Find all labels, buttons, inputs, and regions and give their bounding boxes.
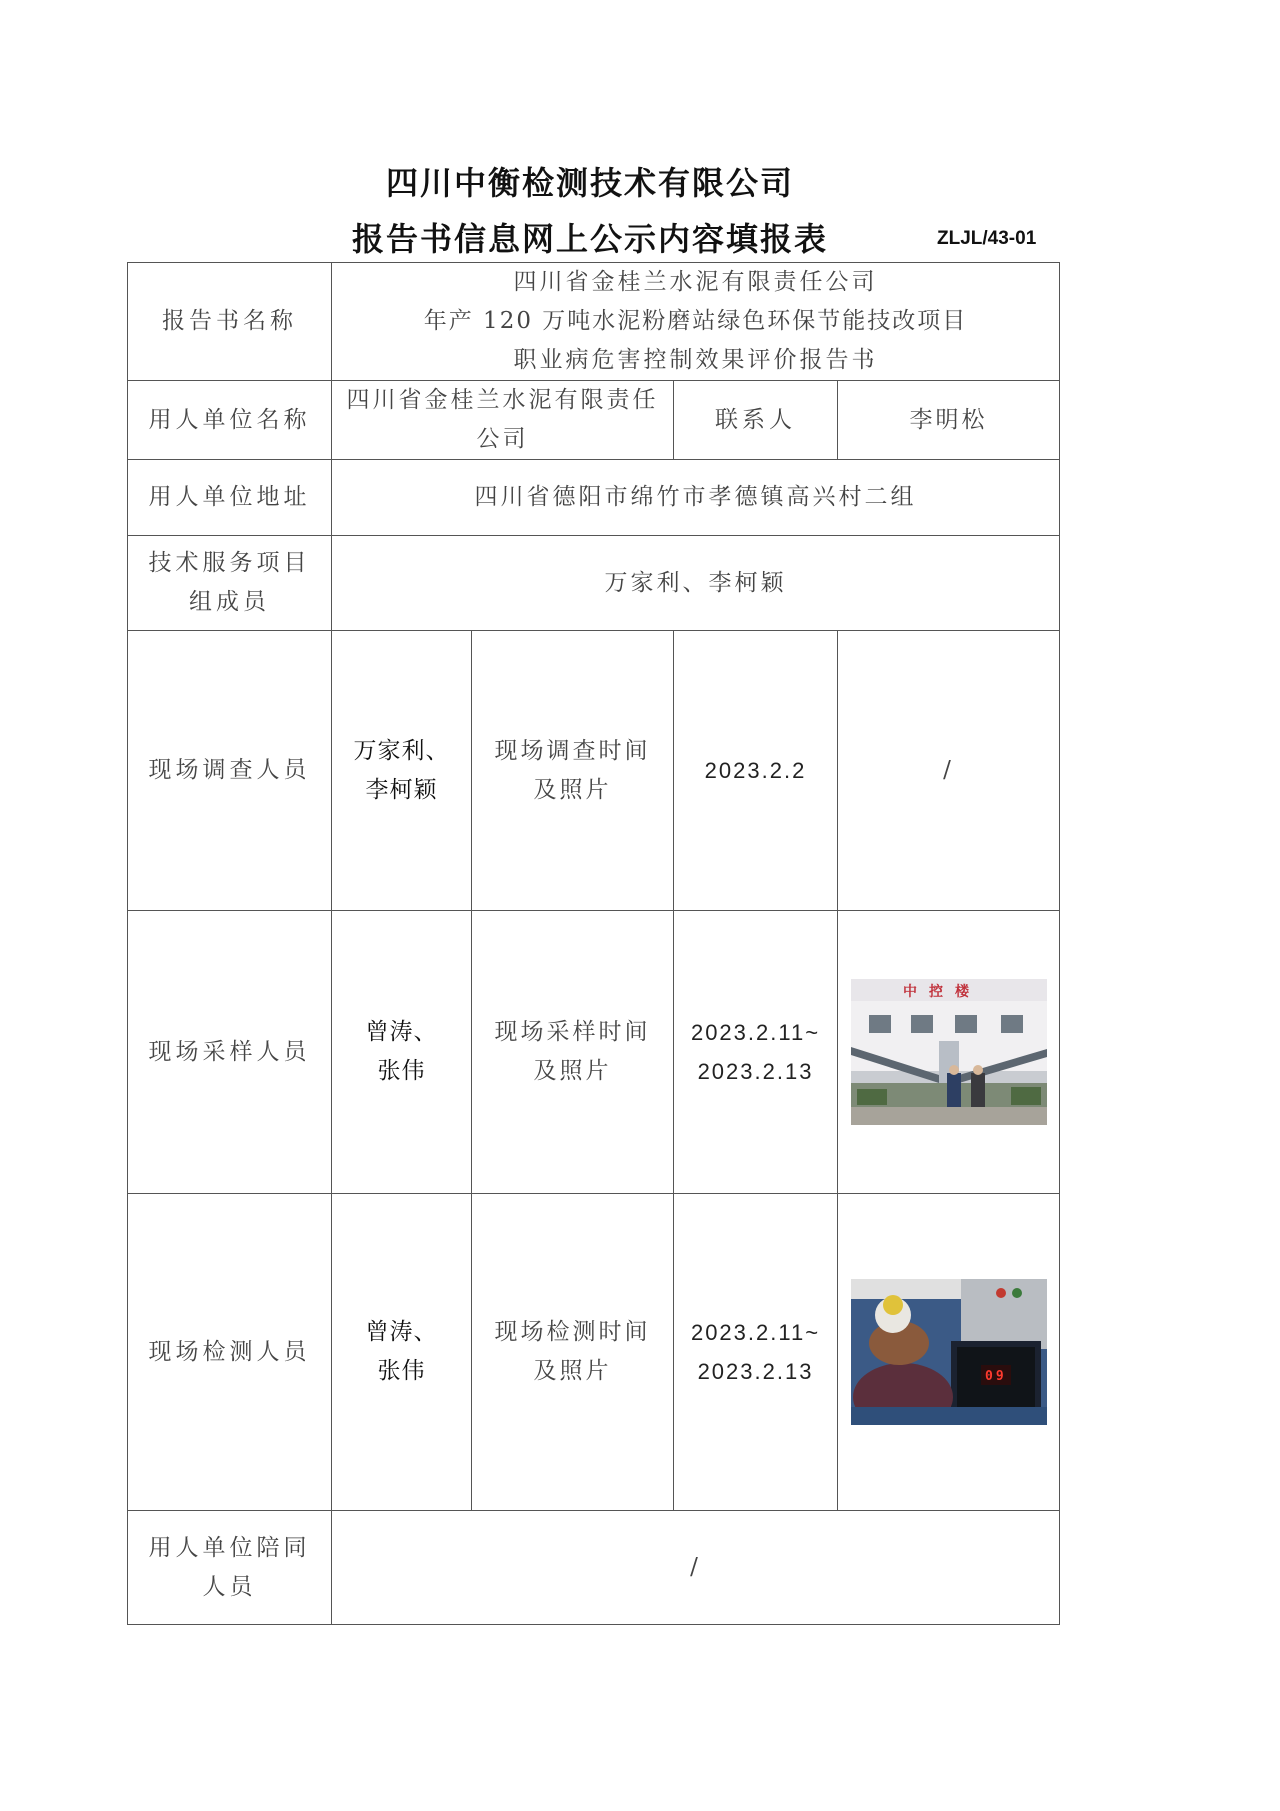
sampling-date-from: 2023.2.11~ xyxy=(690,1020,821,1045)
report-name-line1: 四川省金桂兰水泥有限责任公司 xyxy=(513,269,878,295)
row-escort xyxy=(128,1511,1060,1625)
sampling-date xyxy=(674,911,838,1194)
testing-time-label: 现场检测时间及照片 xyxy=(472,1194,674,1511)
contact-label: 联系人 xyxy=(674,381,838,460)
team-value: 万家利、李柯颖 xyxy=(332,536,1060,631)
survey-people: 万家利、李柯颖 xyxy=(332,631,472,911)
survey-label: 现场调查人员 xyxy=(128,631,332,911)
testing-date-from: 2023.2.11~ xyxy=(690,1320,821,1345)
document-title: 四川中衡检测技术有限公司 xyxy=(385,164,794,202)
document-subtitle: 报告书信息网上公示内容填报表 xyxy=(351,220,828,258)
escort-value: / xyxy=(332,1511,1060,1625)
testing-site-photo xyxy=(851,1279,1047,1425)
report-name-line3: 职业病危害控制效果评价报告书 xyxy=(513,347,878,373)
disclosure-table xyxy=(127,262,1060,1625)
sampling-site-photo xyxy=(851,979,1047,1125)
report-name-label: 报告书名称 xyxy=(128,263,332,381)
report-name-line2: 年产 120 万吨水泥粉磨站绿色环保节能技改项目 xyxy=(423,308,968,334)
testing-date xyxy=(674,1194,838,1511)
sampling-time-label: 现场采样时间及照片 xyxy=(472,911,674,1194)
sampling-label: 现场采样人员 xyxy=(128,911,332,1194)
display-readout: 09 xyxy=(984,1369,1007,1384)
sampling-date-to: 2023.2.13 xyxy=(697,1059,814,1084)
testing-photo-cell xyxy=(838,1194,1060,1511)
employer-label: 用人单位名称 xyxy=(128,381,332,460)
employer-value: 四川省金桂兰水泥有限责任公司 xyxy=(332,381,674,460)
row-testing xyxy=(128,1194,1060,1511)
building-sign-text: 中控楼 xyxy=(902,984,981,1000)
contact-value: 李明松 xyxy=(838,381,1060,460)
testing-people: 曾涛、张伟 xyxy=(332,1194,472,1511)
survey-photo: / xyxy=(838,631,1060,911)
testing-label: 现场检测人员 xyxy=(128,1194,332,1511)
address-label: 用人单位地址 xyxy=(128,460,332,536)
row-employer xyxy=(128,381,1060,460)
escort-label: 用人单位陪同人员 xyxy=(128,1511,332,1625)
report-name-value xyxy=(332,263,1060,381)
row-survey xyxy=(128,631,1060,911)
survey-time-label: 现场调查时间及照片 xyxy=(472,631,674,911)
survey-date: 2023.2.2 xyxy=(674,631,838,911)
row-report-name xyxy=(128,263,1060,381)
row-team xyxy=(128,536,1060,631)
sampling-people: 曾涛、张伟 xyxy=(332,911,472,1194)
testing-date-to: 2023.2.13 xyxy=(697,1359,814,1384)
row-sampling xyxy=(128,911,1060,1194)
row-address xyxy=(128,460,1060,536)
team-label: 技术服务项目组成员 xyxy=(128,536,332,631)
form-code: ZLJL/43-01 xyxy=(937,228,1037,249)
sampling-photo-cell xyxy=(838,911,1060,1194)
address-value: 四川省德阳市绵竹市孝德镇高兴村二组 xyxy=(332,460,1060,536)
